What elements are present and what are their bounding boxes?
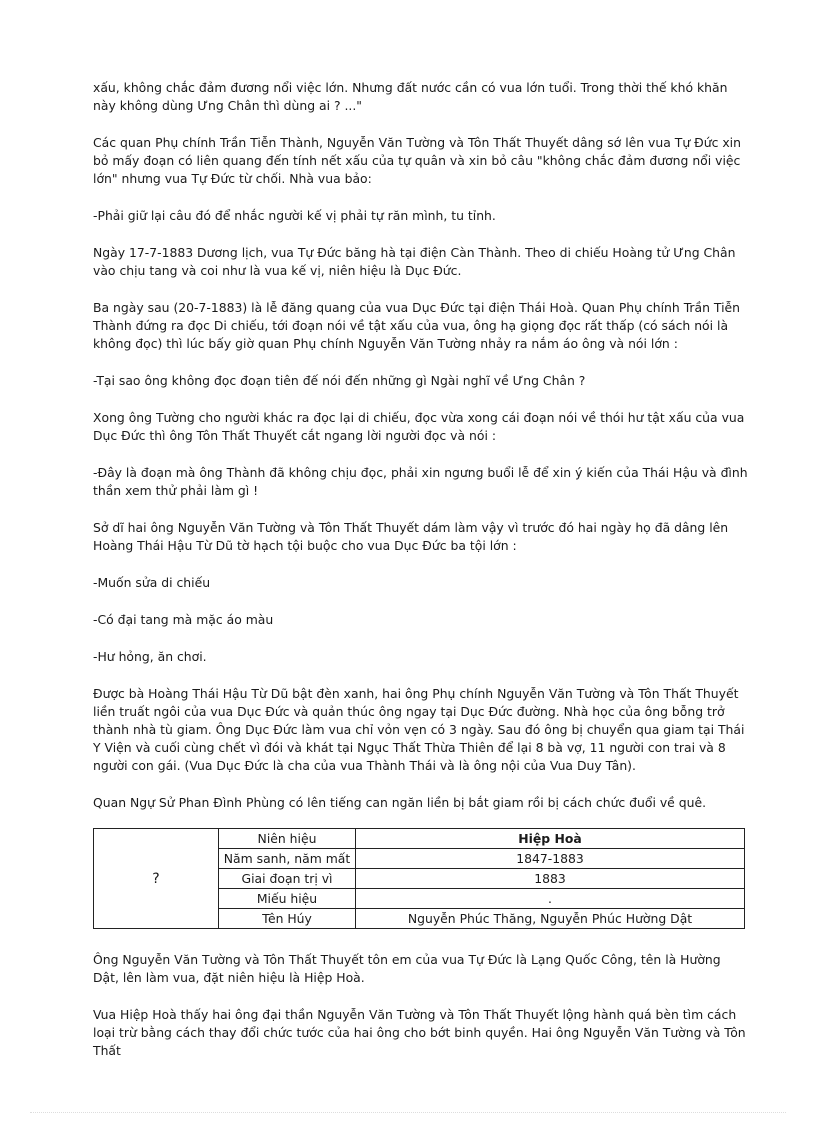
table-value: Nguyễn Phúc Thăng, Nguyễn Phúc Hường Dật [356,909,745,929]
page-bottom-divider [30,1112,786,1113]
paragraph: Vua Hiệp Hoà thấy hai ông đại thần Nguyễn Văn Tường và Tôn Thất Thuyết lộng hành quá bèn tìm cách loại trừ bằng cách thay đổi chức tước của hai ông cho bớt binh quyền. Hai ông Nguyễn Văn Tường và Tôn Thất [93,1007,746,1058]
paragraph: Xong ông Tường cho người khác ra đọc lại di chiếu, đọc vừa xong cái đoạn nói về thói hư tật xấu của vua Dục Đức thì ông Tôn Thất Thuyết cắt ngang lời người đọc và nói : [93,410,745,443]
table-label: Miếu hiệu [219,889,356,909]
list-item: -Có đại tang mà mặc áo màu [93,612,274,627]
table-label: Giai đoạn trị vì [219,869,356,889]
king-info-table [93,828,745,929]
paragraph: -Phải giữ lại câu đó để nhắc người kế vị phải tự răn mình, tu tỉnh. [93,208,496,223]
paragraph: -Đây là đoạn mà ông Thành đã không chịu đọc, phải xin ngưng buổi lễ để xin ý kiến của Thái Hậu và đình thần xem thử phải làm gì ! [93,465,748,498]
paragraph: Các quan Phụ chính Trần Tiễn Thành, Nguyễn Văn Tường và Tôn Thất Thuyết dâng sớ lên vua Tự Đức xin bỏ mấy đoạn có liên quang đến tính nết xấu của tự quân và xin bỏ câu "không chắc đảm đương nổi việc lớn" nhưng vua Tự Đức từ chối. Nhà vua bảo: [93,135,741,186]
table-value: 1883 [356,869,745,889]
document-page [93,79,748,1079]
paragraph: Ba ngày sau (20-7-1883) là lễ đăng quang của vua Dục Đức tại điện Thái Hoà. Quan Phụ chính Trần Tiễn Thành đứng ra đọc Di chiếu, tới đoạn nói về tật xấu của vua, ông hạ giọng đọc rất thấp (có sách nói là không đọc) thì lúc bấy giờ quan Phụ chính Nguyễn Văn Tường nhảy ra nắm áo ông và nói lớn : [93,300,741,351]
paragraph: Quan Ngự Sử Phan Đình Phùng có lên tiếng can ngăn liền bị bắt giam rồi bị cách chức đuổi về quê. [93,795,707,810]
paragraph: Ông Nguyễn Văn Tường và Tôn Thất Thuyết tôn em của vua Tự Đức là Lạng Quốc Công, tên là Hường Dật, lên làm vua, đặt niên hiệu là Hiệp Hoà. [93,952,721,985]
table-value: . [356,889,745,909]
table-label: Niên hiệu [219,829,356,849]
table-value: 1847-1883 [356,849,745,869]
paragraph: Sở dĩ hai ông Nguyễn Văn Tường và Tôn Thất Thuyết dám làm vậy vì trước đó hai ngày họ đã dâng lên Hoàng Thái Hậu Từ Dũ tờ hạch tội buộc cho vua Dục Đức ba tội lớn : [93,520,729,553]
list-item: -Hư hỏng, ăn chơi. [93,649,207,664]
table-value: Hiệp Hoà [356,829,745,849]
paragraph: xấu, không chắc đảm đương nổi việc lớn. Nhưng đất nước cần có vua lớn tuổi. Trong thời thế khó khăn này không dùng Ưng Chân thì dùng ai ? ..." [93,80,728,113]
paragraph: -Tại sao ông không đọc đoạn tiên đế nói đến những gì Ngài nghĩ về Ưng Chân ? [93,373,586,388]
table-row [94,829,745,849]
table-label: Tên Húy [219,909,356,929]
table-label: Năm sanh, năm mất [219,849,356,869]
list-item: -Muốn sửa di chiếu [93,575,211,590]
paragraph: Ngày 17-7-1883 Dương lịch, vua Tự Đức băng hà tại điện Càn Thành. Theo di chiếu Hoàng tử Ưng Chân vào chịu tang và coi như là vua kế vị, niên hiệu là Dục Đức. [93,245,736,278]
paragraph: Được bà Hoàng Thái Hậu Từ Dũ bật đèn xanh, hai ông Phụ chính Nguyễn Văn Tường và Tôn Thất Thuyết liền truất ngôi của vua Dục Đức và quản thúc ông ngay tại Dục Đức đường. Nhà học của ông bỗng trở thành nhà tù giam. Ông Dục Đức làm vua chỉ vỏn vẹn có 3 ngày. Sau đó ông bị chuyển qua giam tại Thái Y Viện và cuối cùng chết vì đói và khát tại Ngục Thất Thừa Thiên để lại 8 bà vợ, 11 người con trai và 8 người con gái. (Vua Dục Đức là cha của vua Thành Thái và là ông nội của Vua Duy Tân). [93,686,745,773]
portrait-placeholder: ? [94,829,219,929]
